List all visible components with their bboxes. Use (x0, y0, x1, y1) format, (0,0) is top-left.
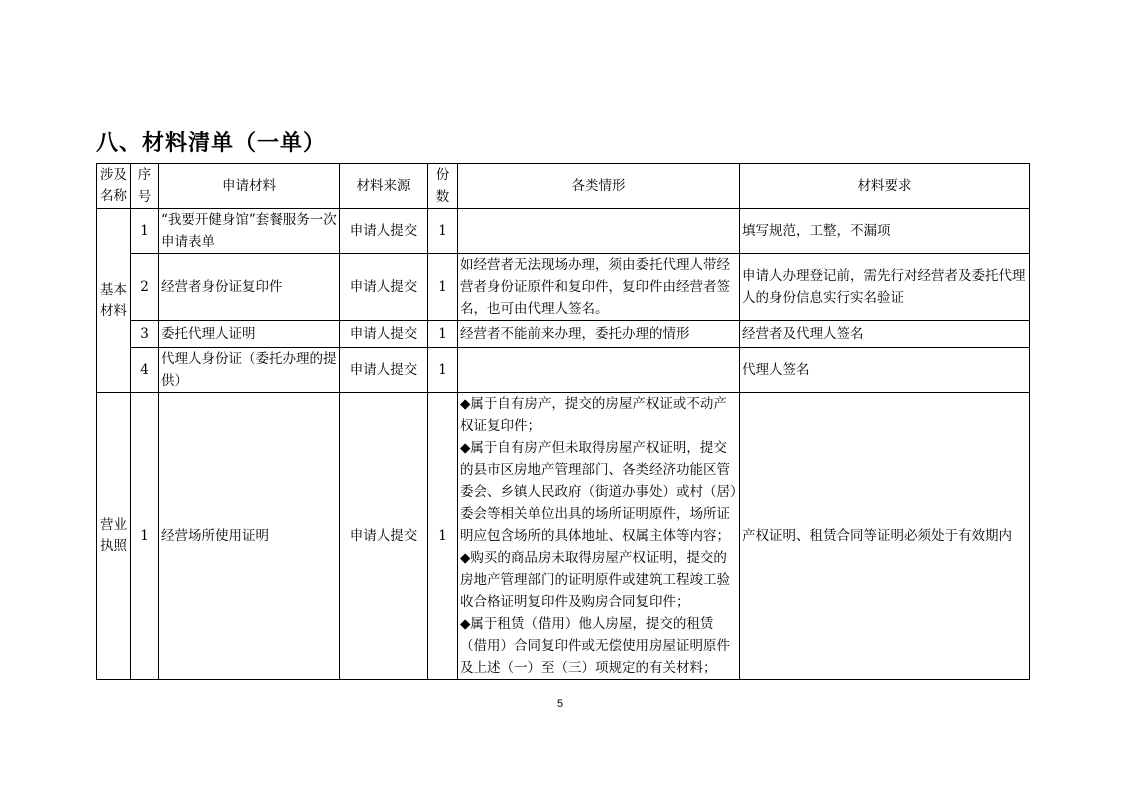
header-material: 申请材料 (159, 164, 340, 209)
category-cell-license: 营业 执照 (97, 393, 131, 680)
seq-cell: 3 (131, 321, 159, 348)
page-title: 八、材料清单（一单） (96, 131, 327, 156)
table-row (97, 393, 1030, 680)
requirement-cell: 申请人办理登记前，需先行对经营者及委托代理人的身份信息实行实名验证 (740, 254, 1030, 321)
copies-cell: 1 (428, 209, 458, 254)
source-cell: 申请人提交 (340, 321, 428, 348)
situation-cell (458, 393, 740, 680)
table-row (97, 348, 1030, 393)
seq-cell: 4 (131, 348, 159, 393)
situation-cell (458, 348, 740, 393)
category-cell-basic: 基本 材料 (97, 209, 131, 393)
header-seq: 序号 (131, 164, 159, 209)
situation-line: ◆属于自有房产但未取得房屋产权证明，提交的县市区房地产管理部门、各类经济功能区管委会、乡镇人民政府（街道办事处）或村（居）委会等相关单位出具的场所证明原件，场所证明应包含场所的具体地址、权属主体等内容； (460, 440, 737, 544)
header-requirement: 材料要求 (740, 164, 1030, 209)
source-cell: 申请人提交 (340, 348, 428, 393)
copies-cell: 1 (428, 393, 458, 680)
copies-cell: 1 (428, 254, 458, 321)
situation-cell (458, 209, 740, 254)
page-number: 5 (557, 698, 564, 710)
material-cell: 委托代理人证明 (159, 321, 340, 348)
materials-table (96, 163, 1030, 680)
requirement-cell: 代理人签名 (740, 348, 1030, 393)
requirement-cell: 填写规范，工整，不漏项 (740, 209, 1030, 254)
header-situation: 各类情形 (458, 164, 740, 209)
situation-line: ◆属于租赁（借用）他人房屋，提交的租赁（借用）合同复印件或无偿使用房屋证明原件及上述（一）至（三）项规定的有关材料； (460, 616, 730, 676)
situation-line: ◆购买的商品房未取得房屋产权证明，提交的房地产管理部门的证明原件或建筑工程竣工验收合格证明复印件及购房合同复印件； (460, 550, 730, 610)
table-header-row (97, 164, 1030, 209)
situation-cell: 如经营者无法现场办理，须由委托代理人带经营者身份证原件和复印件，复印件由经营者签名，也可由代理人签名。 (458, 254, 740, 321)
material-cell: “我要开健身馆”套餐服务一次申请表单 (159, 209, 340, 254)
source-cell: 申请人提交 (340, 254, 428, 321)
material-cell: 代理人身份证（委托办理的提供） (159, 348, 340, 393)
requirement-cell: 经营者及代理人签名 (740, 321, 1030, 348)
copies-cell: 1 (428, 321, 458, 348)
requirement-cell: 产权证明、租赁合同等证明必须处于有效期内 (740, 393, 1030, 680)
seq-cell: 1 (131, 393, 159, 680)
source-cell: 申请人提交 (340, 393, 428, 680)
source-cell: 申请人提交 (340, 209, 428, 254)
header-category: 涉及 名称 (97, 164, 131, 209)
header-source: 材料来源 (340, 164, 428, 209)
seq-cell: 1 (131, 209, 159, 254)
header-copies: 份数 (428, 164, 458, 209)
material-cell: 经营场所使用证明 (159, 393, 340, 680)
situation-cell: 经营者不能前来办理，委托办理的情形 (458, 321, 740, 348)
material-cell: 经营者身份证复印件 (159, 254, 340, 321)
table-row (97, 254, 1030, 321)
table-row (97, 321, 1030, 348)
copies-cell: 1 (428, 348, 458, 393)
situation-line: ◆属于自有房产，提交的房屋产权证或不动产权证复印件； (460, 396, 727, 434)
table-row (97, 209, 1030, 254)
seq-cell: 2 (131, 254, 159, 321)
